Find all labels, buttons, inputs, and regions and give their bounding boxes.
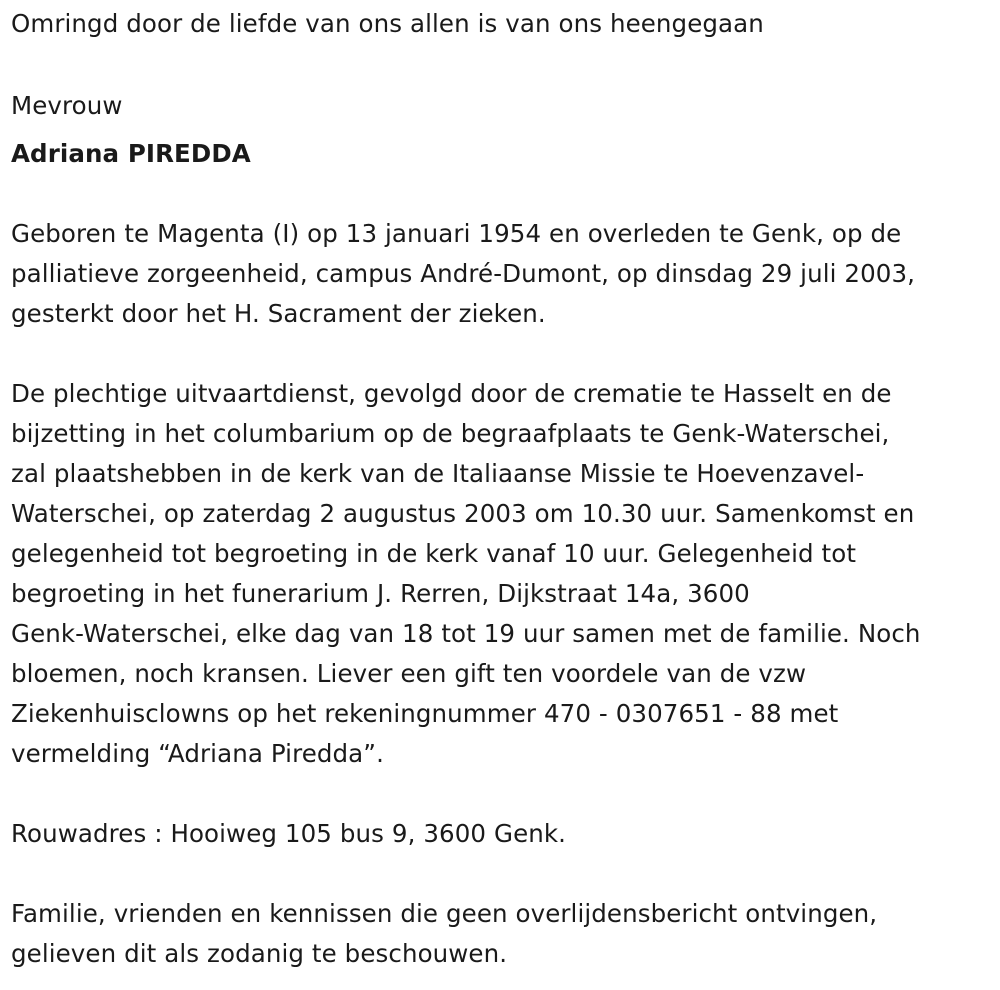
paragraph-line: palliatieve zorgeenheid, campus André-Dumont, op dinsdag 29 juli 2003,: [11, 259, 916, 288]
paragraph-line: Waterschei, op zaterdag 2 augustus 2003 om 10.30 uur. Samenkomst en: [11, 499, 915, 528]
salutation: Mevrouw: [11, 91, 123, 120]
paragraph-line: Genk-Waterschei, elke dag van 18 tot 19 uur samen met de familie. Noch: [11, 619, 921, 648]
paragraph-line: begroeting in het funerarium J. Rerren, Dijkstraat 14a, 3600: [11, 579, 750, 608]
mourning-address: Rouwadres : Hooiweg 105 bus 9, 3600 Genk.: [11, 819, 567, 848]
paragraph-line: zal plaatshebben in de kerk van de Italiaanse Missie te Hoevenzavel-: [11, 459, 865, 488]
paragraph-line: bijzetting in het columbarium op de begraafplaats te Genk-Waterschei,: [11, 419, 890, 448]
intro-line: Omringd door de liefde van ons allen is van ons heengegaan: [11, 9, 764, 38]
paragraph-line: bloemen, noch kransen. Liever een gift ten voordele van de vzw: [11, 659, 807, 688]
paragraph-line: Familie, vrienden en kennissen die geen overlijdensbericht ontvingen,: [11, 899, 878, 928]
deceased-name: Adriana PIREDDA: [11, 139, 251, 168]
paragraph-line: Ziekenhuisclowns op het rekeningnummer 470 - 0307651 - 88 met: [11, 699, 839, 728]
paragraph-line: vermelding “Adriana Piredda”.: [11, 739, 384, 768]
paragraph-line: Geboren te Magenta (I) op 13 januari 1954 en overleden te Genk, op de: [11, 219, 902, 248]
paragraph-line: De plechtige uitvaartdienst, gevolgd door de crematie te Hasselt en de: [11, 379, 892, 408]
paragraph-line: gelegenheid tot begroeting in de kerk vanaf 10 uur. Gelegenheid tot: [11, 539, 857, 568]
paragraph-line: gesterkt door het H. Sacrament der zieken.: [11, 299, 546, 328]
paragraph-line: gelieven dit als zodanig te beschouwen.: [11, 939, 508, 968]
